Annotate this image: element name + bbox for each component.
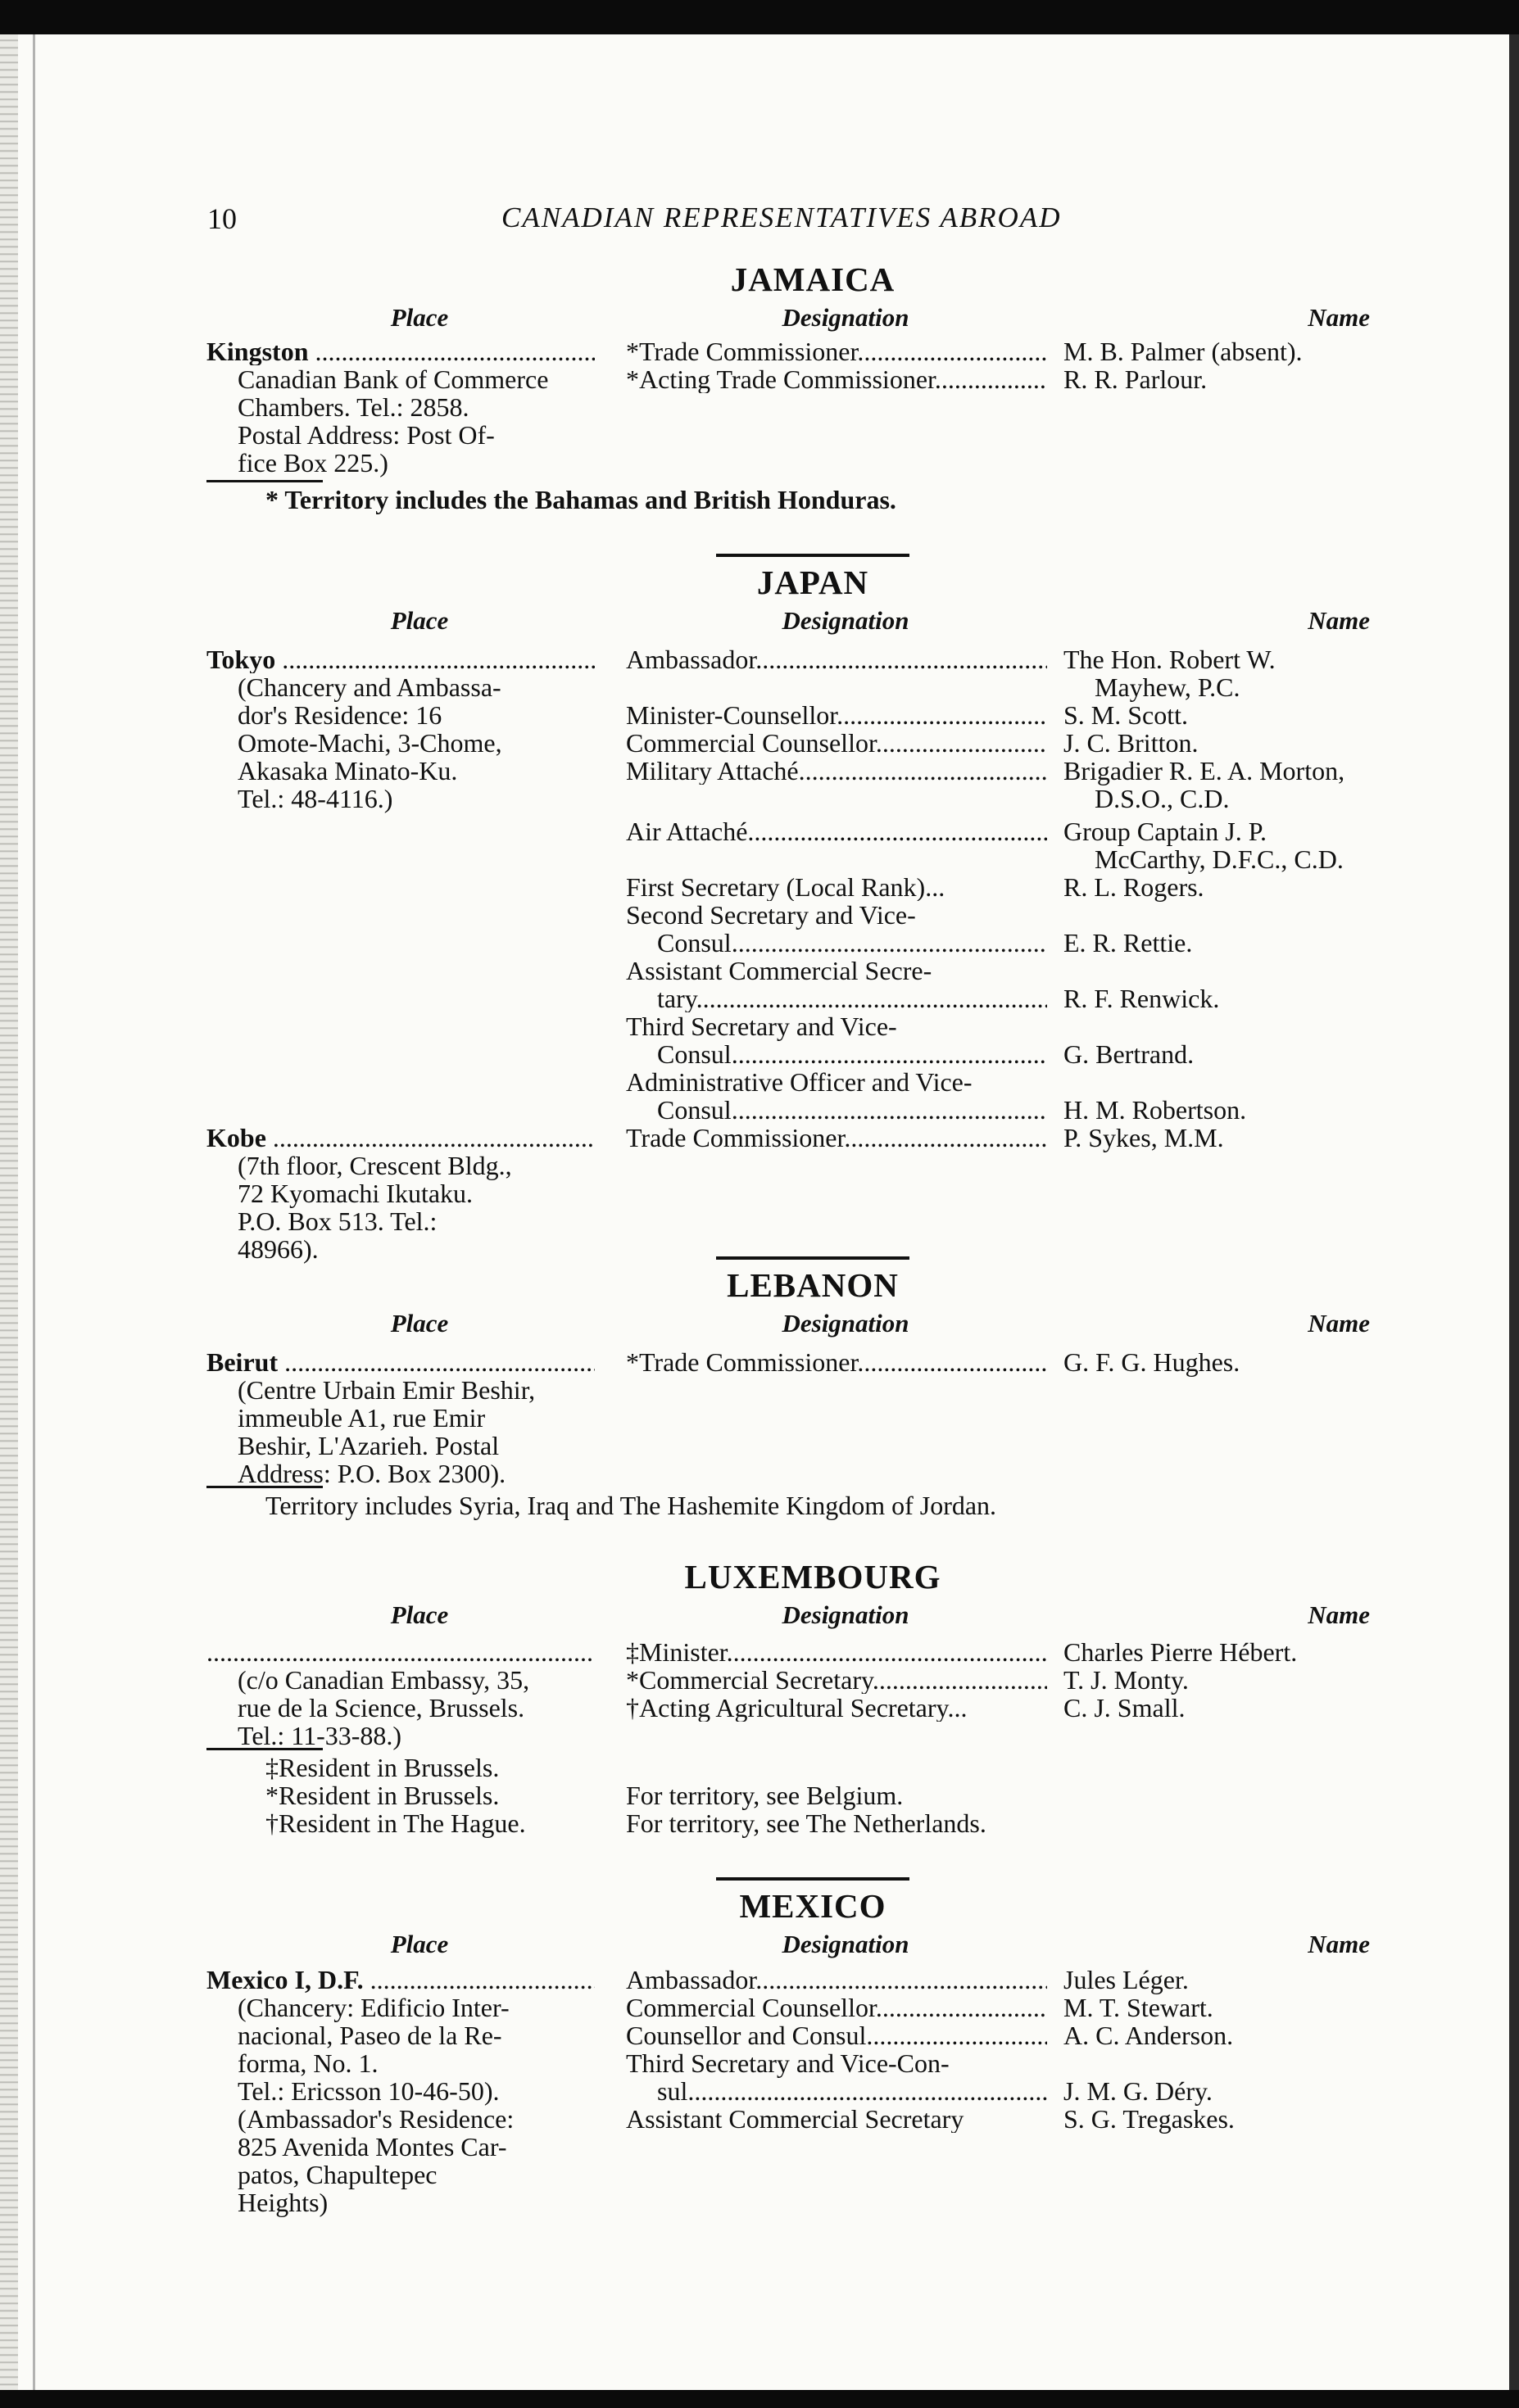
designation: Third Secretary and Vice-Con-	[626, 2048, 950, 2078]
officer-name: P. Sykes, M.M.	[1063, 1123, 1224, 1152]
designation: First Secretary (Local Rank)...	[626, 873, 945, 901]
footnote: * Territory includes the Bahamas and British Honduras.	[265, 485, 896, 514]
place-address-line: Canadian Bank of Commerce	[238, 364, 549, 394]
footnote: †Resident in The Hague. For territory, see The Netherlands.	[265, 1808, 986, 1838]
place-address-line: Akasaka Minato-Ku.	[238, 756, 458, 785]
country-title: JAMAICA	[730, 260, 896, 298]
section-divider	[716, 1877, 909, 1881]
designation: Commercial Counsellor .....	[626, 1994, 1047, 2021]
designation: Minister-Counsellor .....	[626, 701, 1047, 729]
place-address-line: immeuble A1, rue Emir	[238, 1403, 486, 1433]
designation-header: Designation	[782, 1930, 909, 1958]
officer-name: The Hon. Robert W.	[1063, 645, 1276, 674]
designation-continued: Consul .....	[626, 1040, 1047, 1068]
place-address-line: nacional, Paseo de la Re-	[238, 2021, 502, 2050]
place-address-line: 825 Avenida Montes Car-	[238, 2132, 507, 2161]
officer-name: R. L. Rogers.	[1063, 872, 1204, 902]
designation: Counsellor and Consul .....	[626, 2021, 1047, 2049]
designation: Air Attaché .....	[626, 817, 1047, 845]
place-address-line: Address: P.O. Box 2300).	[238, 1459, 506, 1488]
designation: Commercial Counsellor .....	[626, 729, 1047, 757]
designation: Trade Commissioner .....	[626, 1124, 1047, 1152]
place-name: Beirut .....	[206, 1348, 595, 1376]
entry-kingston	[206, 337, 1419, 477]
designation: *Commercial Secretary .....	[626, 1666, 1047, 1694]
scan-binding-line	[33, 34, 35, 2390]
place-address-line: Chambers. Tel.: 2858.	[238, 392, 469, 422]
place-header: Place	[390, 1600, 449, 1629]
officer-name: A. C. Anderson.	[1063, 2021, 1234, 2050]
officer-name-continued: Mayhew, P.C.	[1095, 672, 1240, 702]
entry-beirut	[206, 1348, 1419, 1487]
section-lebanon	[206, 1256, 1419, 1519]
entry-tokyo	[206, 645, 1419, 1124]
column-headers	[206, 1926, 1419, 1959]
designation-header: Designation	[782, 1309, 909, 1338]
place-name: Tokyo .....	[206, 645, 595, 673]
place-address-line: Beshir, L'Azarieh. Postal	[238, 1431, 500, 1460]
place-address-line: 48966).	[238, 1234, 319, 1264]
name-header: Name	[1308, 1600, 1370, 1629]
country-title: LUXEMBOURG	[684, 1558, 941, 1596]
designation-continued: tary .....	[626, 984, 1047, 1012]
entry-mexico-city	[206, 1966, 1419, 2216]
footnote: ‡Resident in Brussels.	[265, 1753, 500, 1782]
page-number: 10	[207, 202, 237, 235]
place-address-line: (Ambassador's Residence:	[238, 2104, 515, 2134]
officer-name: H. M. Robertson.	[1063, 1095, 1247, 1125]
footnote-rule	[206, 480, 323, 482]
place-header: Place	[390, 1930, 449, 1958]
scan-bottom-border	[0, 2390, 1519, 2408]
officer-name: Jules Léger.	[1063, 1965, 1189, 1994]
place-address-line: (Chancery: Edificio Inter-	[238, 1993, 510, 2022]
place-header: Place	[390, 303, 449, 332]
section-divider	[716, 1256, 909, 1260]
place-address-line: Tel.: Ericsson 10-46-50).	[238, 2076, 500, 2106]
officer-name-continued: McCarthy, D.F.C., C.D.	[1095, 844, 1344, 874]
officer-name: J. C. Britton.	[1063, 728, 1199, 758]
name-header: Name	[1308, 606, 1370, 635]
country-title: JAPAN	[756, 564, 869, 601]
section-divider	[716, 554, 909, 557]
designation: †Acting Agricultural Secretary...	[626, 1694, 968, 1722]
name-header: Name	[1308, 1309, 1370, 1338]
designation-continued: Consul .....	[626, 1096, 1047, 1124]
designation: Administrative Officer and Vice-	[626, 1067, 973, 1097]
designation: Second Secretary and Vice-	[626, 900, 916, 930]
officer-name-continued: D.S.O., C.D.	[1095, 784, 1230, 813]
designation: ‡Minister .....	[626, 1638, 1047, 1666]
officer-name: G. F. G. Hughes.	[1063, 1347, 1240, 1377]
section-luxembourg	[206, 1556, 1419, 1837]
place-address-line: forma, No. 1.	[238, 2048, 379, 2078]
column-headers	[206, 603, 1419, 636]
designation-header: Designation	[782, 1600, 909, 1629]
place-name: Kobe .....	[206, 1124, 595, 1152]
place-address-line: (Chancery and Ambassa-	[238, 672, 501, 702]
footnote: *Resident in Brussels. For territory, see Belgium.	[265, 1781, 904, 1810]
column-headers	[206, 1306, 1419, 1338]
running-head: CANADIAN REPRESENTATIVES ABROAD	[501, 201, 1062, 233]
officer-name: G. Bertrand.	[1063, 1039, 1195, 1069]
place-address-line: patos, Chapultepec	[238, 2160, 438, 2189]
scan-left-edge	[0, 34, 18, 2390]
officer-name: M. T. Stewart.	[1063, 1993, 1213, 2022]
designation: Ambassador .....	[626, 1966, 1047, 1994]
designation: Assistant Commercial Secretary	[626, 2105, 964, 2133]
officer-name: Charles Pierre Hébert.	[1063, 1637, 1298, 1667]
place-name: Kingston .....	[206, 337, 595, 365]
section-mexico	[206, 1877, 1419, 2216]
entry-luxembourg	[206, 1638, 1419, 1749]
place-address-line: dor's Residence: 16	[238, 700, 442, 730]
column-headers	[206, 1597, 1419, 1630]
section-japan	[206, 554, 1419, 1263]
name-header: Name	[1308, 1930, 1370, 1958]
place-address-line: (c/o Canadian Embassy, 35,	[238, 1665, 530, 1695]
place-name: Mexico I, D.F. .....	[206, 1966, 595, 1994]
designation: Third Secretary and Vice-	[626, 1012, 897, 1041]
place-address-line: (7th floor, Crescent Bldg.,	[238, 1151, 512, 1180]
designation-continued: Consul .....	[626, 929, 1047, 957]
officer-name: R. F. Renwick.	[1063, 984, 1220, 1013]
scan-right-edge	[1509, 34, 1519, 2390]
officer-name: J. M. G. Déry.	[1063, 2076, 1213, 2106]
place-address-line: Postal Address: Post Of-	[238, 420, 495, 450]
place-address-line: (Centre Urbain Emir Beshir,	[238, 1375, 536, 1405]
officer-name: E. R. Rettie.	[1063, 928, 1193, 957]
country-title: MEXICO	[739, 1887, 886, 1925]
designation: Ambassador .....	[626, 645, 1047, 673]
entry-kobe	[206, 1124, 1419, 1263]
place-address-line: fice Box 225.)	[238, 448, 388, 478]
place-header: Place	[390, 606, 449, 635]
place-address-line: rue de la Science, Brussels.	[238, 1693, 525, 1722]
place-name-leader	[206, 1638, 595, 1666]
designation-continued: sul .....	[626, 2077, 1047, 2105]
officer-name: M. B. Palmer (absent).	[1063, 337, 1303, 366]
place-address-line: Omote-Machi, 3-Chome,	[238, 728, 502, 758]
mexico-staff	[626, 1966, 1419, 2216]
officer-name: S. M. Scott.	[1063, 700, 1189, 730]
place-address-line: Tel.: 11-33-88.)	[238, 1721, 402, 1750]
place-address-line: 72 Kyomachi Ikutaku.	[238, 1179, 474, 1208]
designation-header: Designation	[782, 303, 909, 332]
officer-name: Brigadier R. E. A. Morton,	[1063, 756, 1345, 785]
place-header: Place	[390, 1309, 449, 1338]
section-jamaica	[206, 259, 1419, 514]
officer-name: R. R. Parlour.	[1063, 364, 1208, 394]
designation: Assistant Commercial Secre-	[626, 956, 932, 985]
designation: *Acting Trade Commissioner .....	[626, 365, 1047, 393]
country-title: LEBANON	[727, 1266, 899, 1304]
name-header: Name	[1308, 303, 1370, 332]
officer-name: C. J. Small.	[1063, 1693, 1186, 1722]
designation-header: Designation	[782, 606, 909, 635]
officer-name: Group Captain J. P.	[1063, 817, 1267, 846]
designation: *Trade Commissioner .....	[626, 1348, 1047, 1376]
footnote: Territory includes Syria, Iraq and The Hashemite Kingdom of Jordan.	[265, 1491, 997, 1520]
place-address-line: Heights)	[238, 2188, 329, 2217]
place-address-line: Tel.: 48-4116.)	[238, 784, 393, 813]
column-headers	[206, 300, 1419, 333]
scan-top-border	[0, 0, 1519, 34]
officer-name: S. G. Tregaskes.	[1063, 2104, 1235, 2134]
designation: *Trade Commissioner .....	[626, 337, 1047, 365]
officer-name: T. J. Monty.	[1063, 1665, 1189, 1695]
place-address-line: P.O. Box 513. Tel.:	[238, 1206, 438, 1236]
designation: Military Attaché .....	[626, 757, 1047, 785]
tokyo-staff	[626, 645, 1419, 1124]
